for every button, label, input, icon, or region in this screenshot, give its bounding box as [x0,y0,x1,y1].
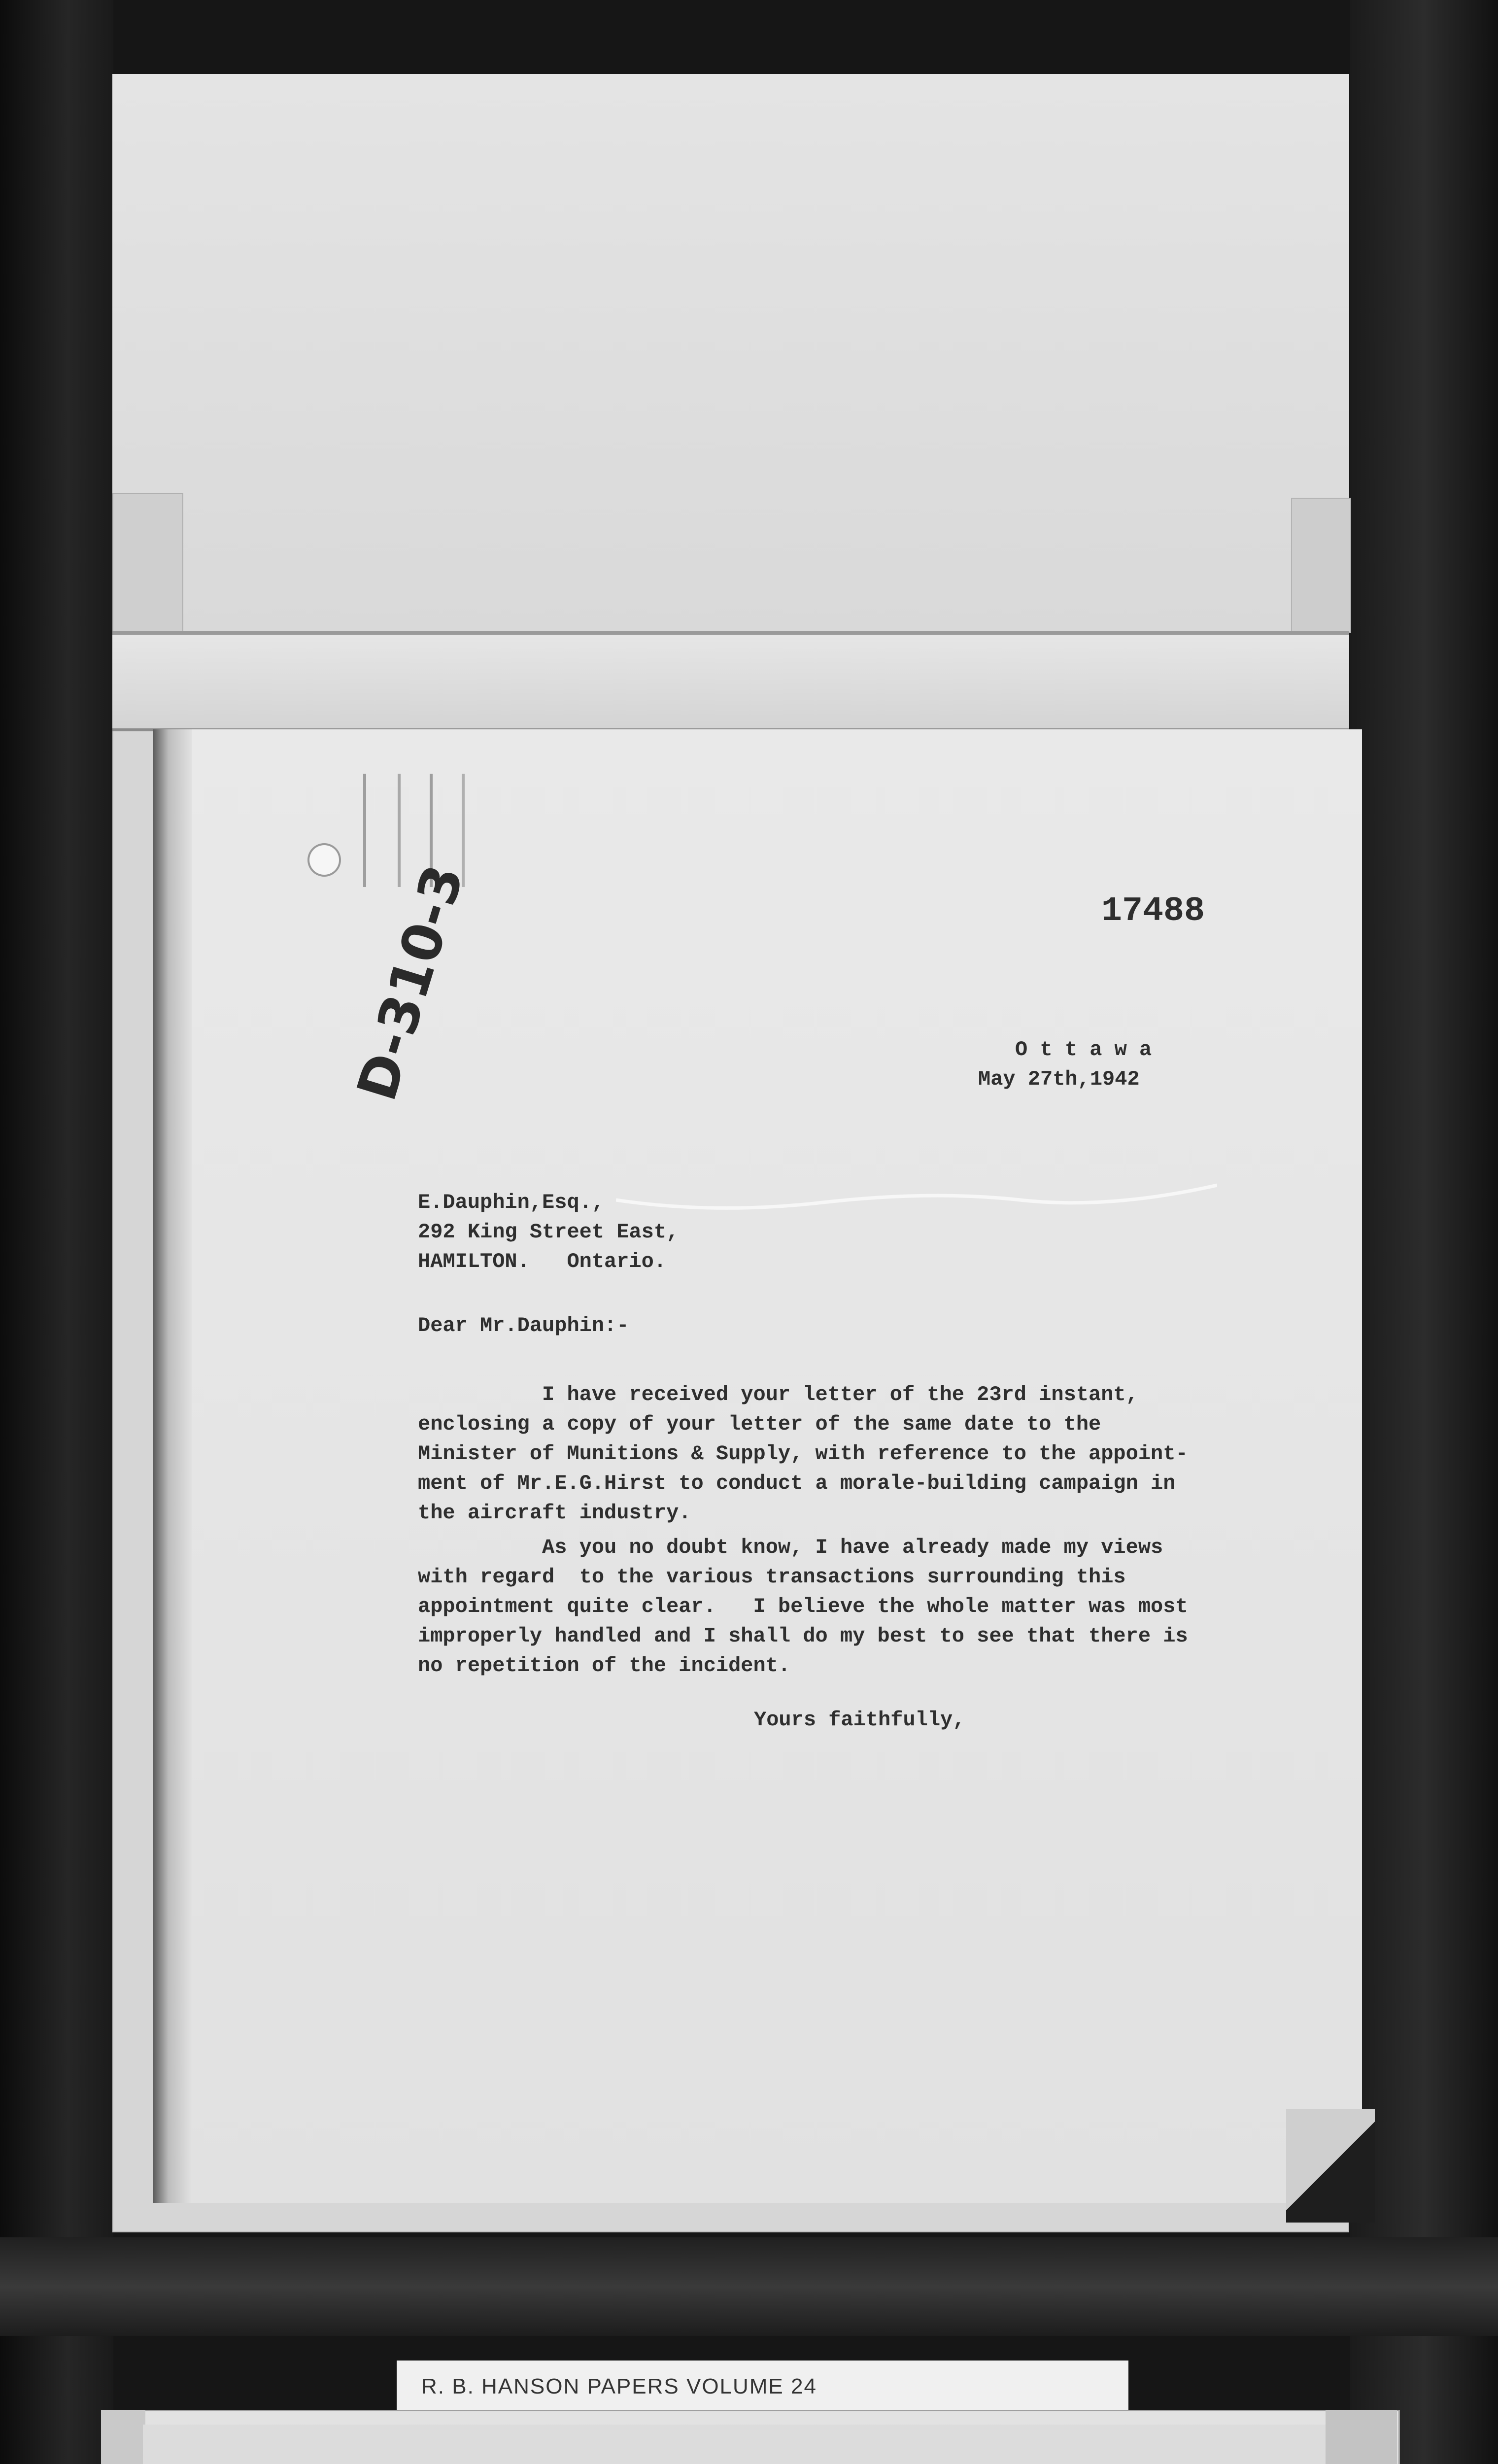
body-line: Minister of Munitions & Supply, with reference to the appoint- [418,1442,1188,1466]
body-line: I have received your letter of the 23rd instant, [418,1383,1138,1406]
paper-tear-mark [616,1180,1217,1225]
letter-paragraph-2 [418,1533,1188,1680]
stamp-card-edge [1326,2410,1397,2464]
body-line: ment of Mr.E.G.Hirst to conduct a morale-building campaign in [418,1472,1176,1495]
letter-page-curl [153,729,192,2203]
punch-hole [309,845,339,875]
body-line: enclosing a copy of your letter of the same date to the [418,1412,1101,1436]
body-line: As you no doubt know, I have already made my views [418,1536,1163,1559]
body-line: the aircraft industry. [418,1501,691,1525]
letter-paragraph-1 [418,1380,1188,1528]
folder-fold-strip [112,635,1349,728]
body-line: improperly handled and I shall do my best to see that there is [418,1624,1188,1648]
scan-background-left [0,0,113,2464]
address-line: HAMILTON. Ontario. [418,1250,667,1273]
stamp-card-face [143,2425,1326,2464]
scan-background-band [0,2237,1498,2336]
body-line: no repetition of the incident. [418,1654,791,1677]
stamp-card-edge [101,2410,145,2464]
scan-background-right [1350,0,1498,2464]
body-line: appointment quite clear. I believe the whole matter was most [418,1595,1188,1618]
closing: Yours faithfully, [754,1708,965,1732]
folder-top-panel [112,74,1349,631]
address-line: 292 King Street East, [418,1220,679,1244]
address-line: E.Dauphin,Esq., [418,1191,605,1214]
file-number: 17488 [1101,892,1205,931]
handwritten-file-reference: D-310-3 [345,857,476,1108]
letter-date: May 27th,1942 [978,1067,1140,1091]
body-line: with regard to the various transactions surrounding this [418,1565,1126,1589]
page-corner-fold [1286,2109,1375,2223]
archive-label-text: R. B. HANSON PAPERS VOLUME 24 [421,2374,817,2398]
folder-right-tab [1291,498,1351,633]
salutation: Dear Mr.Dauphin:- [418,1314,629,1337]
folder-crease [112,631,1349,635]
folder-left-tab [112,493,183,633]
letter-place: O t t a w a [1015,1038,1152,1061]
